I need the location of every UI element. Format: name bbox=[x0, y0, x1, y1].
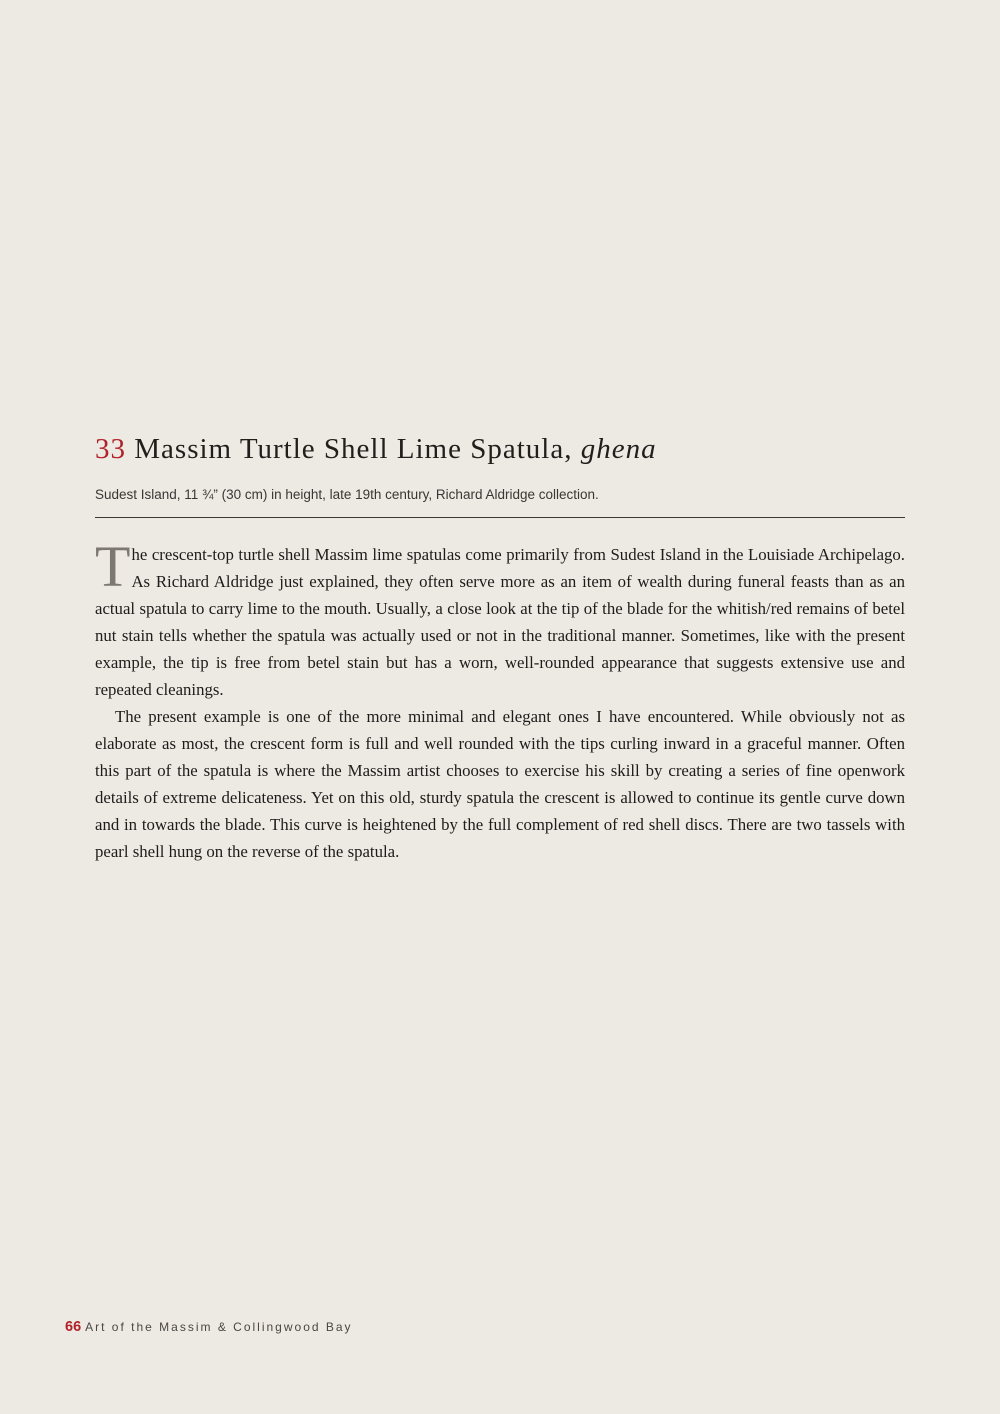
catalog-entry bbox=[95, 430, 905, 865]
body-paragraph-1-text: he crescent-top turtle shell Massim lime spatulas come primarily from Sudest Island in the Louisiade Archipelago. As Richard Aldridge just explained, they often serve more as an item of wealth during funeral feasts than as an actual spatula to carry lime to the mouth. Usually, a close look at the tip of the blade for the whitish/red remains of betel nut stain tells whether the spatula was actually used or not in the traditional manner. Sometimes, like with the present example, the tip is free from betel stain but has a worn, well-rounded appearance that suggests extensive use and repeated cleanings. bbox=[95, 545, 905, 699]
body-paragraph-2: The present example is one of the more minimal and elegant ones I have encountered. While obviously not as elaborate as most, the crescent form is full and well rounded with the tips curling inward in a graceful manner. Often this part of the spatula is where the Massim artist chooses to exercise his skill by creating a series of fine openwork details of extreme delicateness. Yet on this old, sturdy spatula the crescent is allowed to continue its gentle curve down and in towards the blade. This curve is heightened by the full complement of red shell discs. There are two tassels with pearl shell hung on the reverse of the spatula. bbox=[95, 707, 905, 861]
drop-cap: T bbox=[95, 534, 131, 599]
entry-number: 33 bbox=[95, 433, 126, 465]
page-number: 66 bbox=[65, 1319, 82, 1335]
body-paragraph-1 bbox=[95, 534, 905, 703]
entry-caption: Sudest Island, 11 ¾” (30 cm) in height, late 19th century, Richard Aldridge collection. bbox=[95, 487, 599, 502]
divider-rule bbox=[95, 517, 905, 518]
entry-body bbox=[95, 534, 905, 865]
entry-title bbox=[95, 430, 905, 468]
entry-native-name: ghena bbox=[580, 433, 657, 465]
running-title: Art of the Massim & Collingwood Bay bbox=[85, 1320, 353, 1334]
entry-title-text: Massim Turtle Shell Lime Spatula, bbox=[126, 433, 581, 465]
page-footer bbox=[65, 1318, 353, 1336]
